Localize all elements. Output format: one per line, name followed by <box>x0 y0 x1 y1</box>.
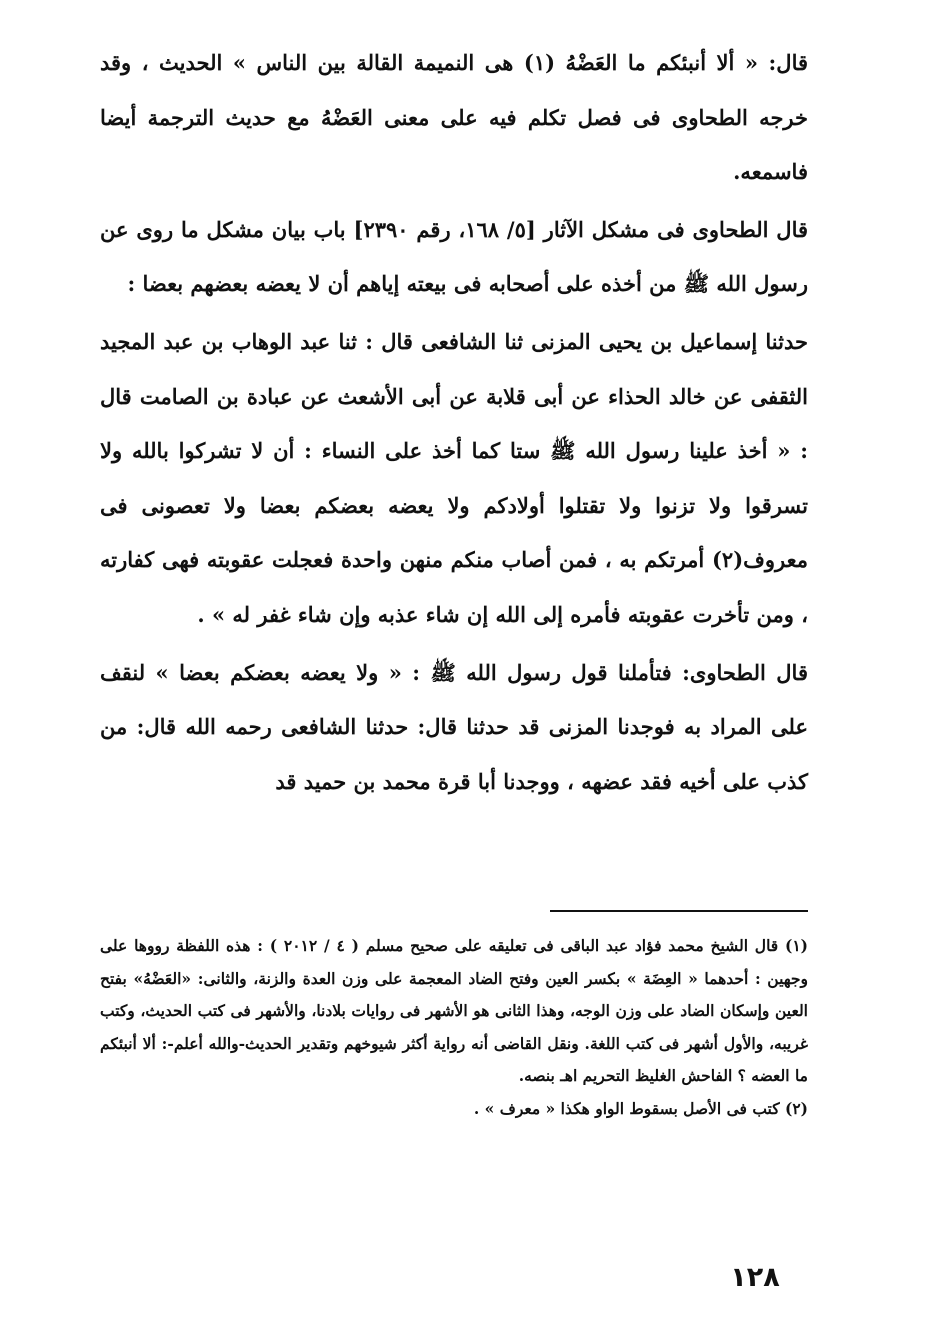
paragraph: حدثنا إسماعيل بن يحيى المزنى ثنا الشافعى قال : ثنا عبد الوهاب بن عبد المجيد الثقفى عن خالد الحذاء عن أبى قلابة عن أبى الأشعث عن عبادة بن الصامت قال : « أخذ علينا رسول الله ﷺ ستا كما أخذ على النساء : أن لا تشركوا بالله ولا تسرقوا ولا تزنوا ولا تقتلوا أولادكم ولا يعضه بعضكم بعضا ولا تعصونى فى معروف(٢) أمرتكم به ، فمن أصاب منكم منهن واحدة فعجلت عقوبته فهى كفارته ، ومن تأخرت عقوبته فأمره إلى الله إن شاء عذبه وإن شاء غفر له » . <box>100 328 808 627</box>
paragraph: قال الطحاوى: فتأملنا قول رسول الله ﷺ : « ولا يعضه بعضكم بعضا » لنقف على المراد به فوجدنا المزنى قد حدثنا قال: حدثنا الشافعى رحمه الله قال: من كذب على أخيه فقد عضهه ، ووجدنا أبا قرة محمد بن حميد قد <box>100 659 808 794</box>
paragraph: قال: « ألا أنبئكم ما العَضْهُ (١) هى النميمة القالة بين الناس » الحديث ، وقد خرجه الطحاوى فى فصل تكلم فيه على معنى العَضْهُ مع حديث الترجمة أيضا فاسمعه. <box>100 50 809 185</box>
page-number: ١٢٨ <box>730 1262 780 1293</box>
footnote: (٢) كتب فى الأصل بسقوط الواو هكذا « معرف » . <box>473 1098 808 1118</box>
footnote: (١) قال الشيخ محمد فؤاد عبد الباقى فى تعليقه على صحيح مسلم ( ٤ / ٢٠١٢ ) : هذه اللفظة رووها على وجهين : أحدهما « العِضَة » بكسر العين وفتح الضاد المعجمة على وزن العدة والزنة، والثانى: «العَضْهُ» بفتح العين وإسكان الضاد على وزن الوجه، وهذا الثانى هو الأشهر فى روايات بلادنا، والأشهر فى كتب الحديث، وكتب غريبه، والأول أشهر فى كتب اللغة. ونقل القاضى أنه رواية أكثر شيوخهم وتقدير الحديث-والله أعلم-: ألا أنبئكم ما العضه ؟ الفاحش الغليظ التحريم اهـ بنصه. <box>100 936 808 1086</box>
main-text <box>100 36 808 812</box>
footnotes <box>100 930 808 1126</box>
footnote-separator <box>550 910 808 912</box>
paragraph: قال الطحاوى فى مشكل الآثار [٥/ ١٦٨، رقم ٢٣٩٠] باب بيان مشكل ما روى عن رسول الله ﷺ من أخذه على أصحابه فى بيعته إياهم أن لا يعضه بعضهم بعضا : <box>100 216 809 297</box>
